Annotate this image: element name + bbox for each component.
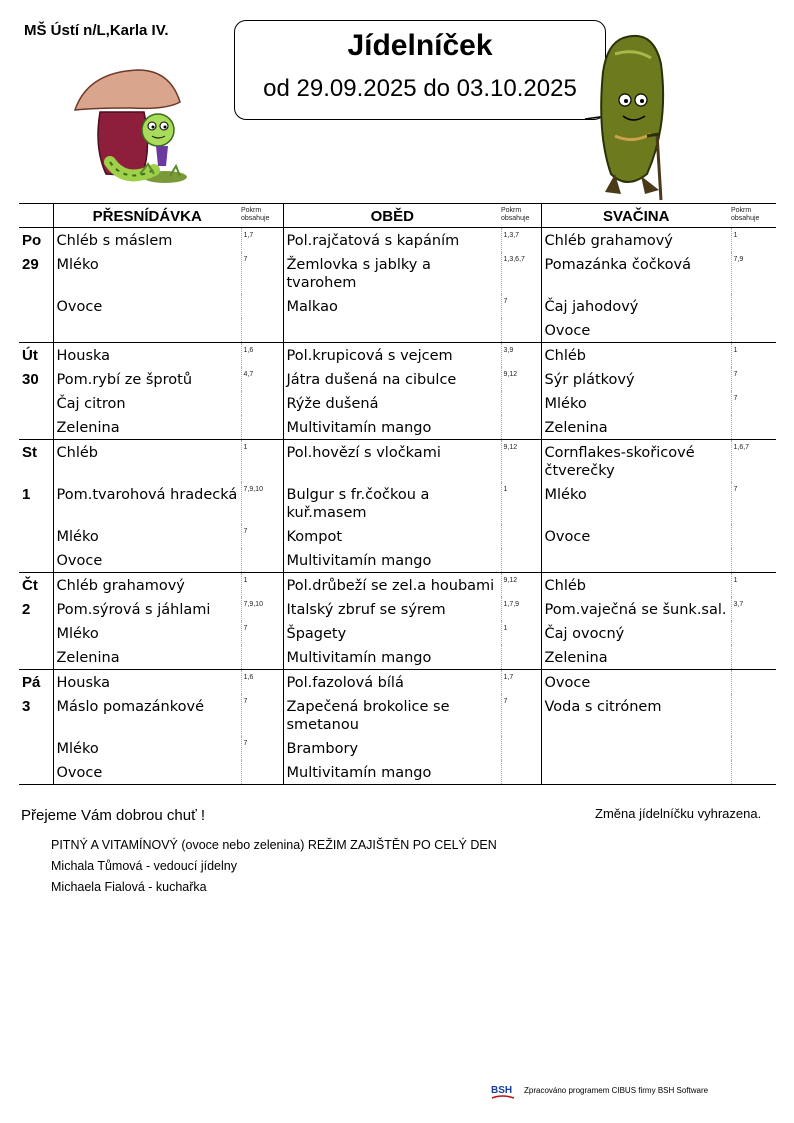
menu-header-row: [19, 204, 776, 228]
menu-row: [19, 621, 776, 645]
snack-allergens: 7: [731, 391, 776, 415]
snack-item: [541, 736, 731, 760]
lunch-item: Multivitamín mango: [286, 420, 432, 436]
lunch-allergens: 1,7,9: [501, 597, 541, 621]
cucumber-character-illustration: [575, 24, 685, 204]
snack-allergens: 7: [731, 367, 776, 391]
snack-allergens: [731, 621, 776, 645]
breakfast-item: Pom.sýrová s jáhlami: [56, 602, 211, 618]
page-title: Jídelníček: [347, 29, 493, 62]
breakfast-item: Ovoce: [56, 299, 103, 315]
breakfast-allergens: [241, 318, 283, 343]
wish-text: Přejeme Vám dobrou chuť !: [21, 807, 206, 824]
lunch-item: Brambory: [286, 741, 359, 757]
lunch-item: Italský zbruf se sýrem: [286, 602, 446, 618]
snack-item: Mléko: [544, 487, 587, 503]
cook: Michaela Fialová - kuchařka: [51, 880, 207, 894]
breakfast-allergens: [241, 415, 283, 440]
menu-row: [19, 482, 776, 524]
lunch-item: Pol.hovězí s vločkami: [286, 445, 441, 461]
breakfast-allergens: 1: [241, 440, 283, 483]
day-cell-empty: [19, 294, 53, 318]
breakfast-item: Čaj citron: [56, 396, 126, 412]
day-date: 29: [19, 252, 53, 294]
snack-item: [541, 760, 731, 785]
change-note: Změna jídelníčku vyhrazena.: [595, 806, 762, 821]
breakfast-allergens: 7: [241, 694, 283, 736]
menu-row: [19, 294, 776, 318]
lunch-item: Žemlovka s jablky a tvarohem: [286, 257, 431, 291]
menu-row: [19, 367, 776, 391]
lunch-item: Bulgur s fr.čočkou a kuř.masem: [286, 487, 430, 521]
menu-row: [19, 670, 776, 695]
day-date: 2: [19, 597, 53, 621]
lunch-allergens: [501, 318, 541, 343]
lunch-item: Rýže dušená: [286, 396, 379, 412]
lunch-allergens: 9,12: [501, 367, 541, 391]
day-name: Čt: [19, 573, 53, 598]
breakfast-allergens: 1,7: [241, 228, 283, 253]
day-cell-empty: [19, 548, 53, 573]
breakfast-allergens: 7: [241, 736, 283, 760]
snack-item: [541, 548, 731, 573]
day-date: 1: [19, 482, 53, 524]
menu-row: [19, 318, 776, 343]
breakfast-item: Mléko: [56, 257, 99, 273]
lunch-allergens: [501, 548, 541, 573]
breakfast-item: Ovoce: [56, 765, 103, 781]
allergen-header-lunch: Pokrm obsahuje: [501, 204, 541, 228]
breakfast-allergens: 1: [241, 573, 283, 598]
lunch-allergens: 9,12: [501, 573, 541, 598]
breakfast-allergens: 4,7: [241, 367, 283, 391]
snack-item: Chléb grahamový: [544, 233, 673, 249]
day-name: St: [19, 440, 53, 483]
breakfast-item: Pom.tvarohová hradecká: [56, 487, 238, 503]
snack-allergens: [731, 670, 776, 695]
lunch-item: Játra dušená na cibulce: [286, 372, 457, 388]
lunch-item: Multivitamín mango: [286, 553, 432, 569]
snack-allergens: 3,7: [731, 597, 776, 621]
breakfast-item: Zelenina: [56, 650, 120, 666]
column-breakfast: PŘESNÍDÁVKA: [92, 208, 202, 225]
day-cell-empty: [19, 524, 53, 548]
snack-item: Cornflakes-skořicové čtverečky: [544, 445, 695, 479]
snack-item: Čaj ovocný: [544, 626, 625, 642]
snack-allergens: [731, 645, 776, 670]
snack-item: Zelenina: [544, 420, 608, 436]
lunch-item: Multivitamín mango: [286, 650, 432, 666]
breakfast-allergens: [241, 391, 283, 415]
snack-item: Pomazánka čočková: [544, 257, 691, 273]
menu-row: [19, 694, 776, 736]
snack-item: Mléko: [544, 396, 587, 412]
snack-item: Zelenina: [544, 650, 608, 666]
menu-row: [19, 573, 776, 598]
lunch-allergens: [501, 645, 541, 670]
lunch-item: Pol.krupicová s vejcem: [286, 348, 453, 364]
breakfast-item: [53, 318, 241, 343]
menu-row: [19, 736, 776, 760]
allergen-header-snack: Pokrm obsahuje: [731, 207, 760, 222]
breakfast-allergens: 1,6: [241, 670, 283, 695]
day-cell-empty: [19, 318, 53, 343]
day-cell-empty: [19, 391, 53, 415]
day-cell-empty: [19, 760, 53, 785]
breakfast-allergens: 7,9,10: [241, 482, 283, 524]
lunch-allergens: 1: [501, 482, 541, 524]
software-credit: Zpracováno programem CIBUS firmy BSH Software: [524, 1086, 709, 1095]
menu-row: [19, 415, 776, 440]
lunch-item: Špagety: [286, 626, 347, 642]
breakfast-allergens: [241, 548, 283, 573]
canteen-manager: Michala Tůmová - vedoucí jídelny: [51, 859, 237, 873]
menu-row: [19, 252, 776, 294]
breakfast-item: Máslo pomazánkové: [56, 699, 204, 715]
lunch-item: [283, 318, 501, 343]
date-range: od 29.09.2025 do 03.10.2025: [263, 75, 577, 102]
lunch-item: Zapečená brokolice se smetanou: [286, 699, 450, 733]
lunch-item: Pol.fazolová bílá: [286, 675, 404, 691]
lunch-allergens: 3,9: [501, 343, 541, 368]
day-cell-empty: [19, 415, 53, 440]
title-box: [234, 20, 606, 120]
breakfast-item: Pom.rybí ze šprotů: [56, 372, 193, 388]
snack-item: Pom.vaječná se šunk.sal.: [544, 602, 727, 618]
lunch-item: Pol.drůbeží se zel.a houbami: [286, 578, 495, 594]
lunch-allergens: 1: [501, 621, 541, 645]
snack-allergens: 1: [731, 343, 776, 368]
snack-item: Chléb: [544, 348, 586, 364]
lunch-allergens: [501, 415, 541, 440]
menu-row: [19, 760, 776, 785]
breakfast-item: Mléko: [56, 741, 99, 757]
snack-item: Čaj jahodový: [544, 299, 639, 315]
snack-allergens: [731, 760, 776, 785]
menu-row: [19, 228, 776, 253]
lunch-allergens: 7: [501, 694, 541, 736]
snack-allergens: [731, 548, 776, 573]
bsh-logo: [490, 1083, 516, 1103]
menu-row: [19, 343, 776, 368]
snack-item: Ovoce: [544, 675, 591, 691]
breakfast-allergens: 1,6: [241, 343, 283, 368]
day-name: Pá: [19, 670, 53, 695]
lunch-item: Pol.rajčatová s kapáním: [286, 233, 460, 249]
day-name: Po: [19, 228, 53, 253]
menu-row: [19, 645, 776, 670]
snack-allergens: 1: [731, 573, 776, 598]
menu-row: [19, 440, 776, 483]
snack-allergens: 1,6,7: [731, 440, 776, 483]
menu-row: [19, 548, 776, 573]
lunch-allergens: [501, 391, 541, 415]
day-cell-empty: [19, 621, 53, 645]
lunch-allergens: 7: [501, 294, 541, 318]
lunch-allergens: [501, 736, 541, 760]
breakfast-item: Chléb s máslem: [56, 233, 173, 249]
menu-row: [19, 597, 776, 621]
column-snack: SVAČINA: [603, 208, 670, 225]
snack-allergens: [731, 415, 776, 440]
snack-allergens: 7: [731, 482, 776, 524]
allergen-header-breakfast: Pokrm obsahuje: [241, 204, 283, 228]
lunch-allergens: 1,3,7: [501, 228, 541, 253]
lunch-allergens: [501, 524, 541, 548]
menu-row: [19, 524, 776, 548]
lunch-allergens: 9,12: [501, 440, 541, 483]
snack-allergens: [731, 318, 776, 343]
snack-item: Chléb: [544, 578, 586, 594]
day-date: 30: [19, 367, 53, 391]
lunch-item: Kompot: [286, 529, 343, 545]
lunch-allergens: 1,7: [501, 670, 541, 695]
breakfast-allergens: 7: [241, 621, 283, 645]
breakfast-item: Chléb grahamový: [56, 578, 185, 594]
lunch-item: Multivitamín mango: [286, 765, 432, 781]
snack-item: Voda s citrónem: [544, 699, 662, 715]
menu-table: [19, 203, 776, 785]
column-lunch: OBĚD: [370, 208, 414, 225]
lunch-allergens: 1,3,6,7: [501, 252, 541, 294]
mushroom-caterpillar-illustration: [70, 66, 195, 191]
breakfast-item: Mléko: [56, 529, 99, 545]
breakfast-allergens: 7: [241, 252, 283, 294]
snack-allergens: 7,9: [731, 252, 776, 294]
snack-item: Sýr plátkový: [544, 372, 635, 388]
lunch-item: Malkao: [286, 299, 338, 315]
breakfast-allergens: [241, 760, 283, 785]
snack-item: Ovoce: [544, 323, 591, 339]
day-name: Út: [19, 343, 53, 368]
drinking-regime-note: PITNÝ A VITAMÍNOVÝ (ovoce nebo zelenina) REŽIM ZAJIŠTĚN PO CELÝ DEN: [51, 838, 497, 852]
snack-allergens: [731, 736, 776, 760]
svg-text:BSH: BSH: [491, 1085, 513, 1096]
breakfast-item: Ovoce: [56, 553, 103, 569]
breakfast-allergens: 7: [241, 524, 283, 548]
snack-allergens: 1: [731, 228, 776, 253]
breakfast-allergens: [241, 294, 283, 318]
day-cell-empty: [19, 645, 53, 670]
breakfast-item: Houska: [56, 675, 111, 691]
school-name: MŠ Ústí n/L,Karla IV.: [24, 22, 169, 39]
day-date: 3: [19, 694, 53, 736]
breakfast-allergens: [241, 645, 283, 670]
day-cell-empty: [19, 736, 53, 760]
snack-allergens: [731, 524, 776, 548]
lunch-allergens: [501, 760, 541, 785]
breakfast-item: Zelenina: [56, 420, 120, 436]
breakfast-allergens: 7,9,10: [241, 597, 283, 621]
breakfast-item: Mléko: [56, 626, 99, 642]
menu-row: [19, 391, 776, 415]
snack-allergens: [731, 694, 776, 736]
snack-item: Ovoce: [544, 529, 591, 545]
breakfast-item: Chléb: [56, 445, 98, 461]
breakfast-item: Houska: [56, 348, 111, 364]
snack-allergens: [731, 294, 776, 318]
